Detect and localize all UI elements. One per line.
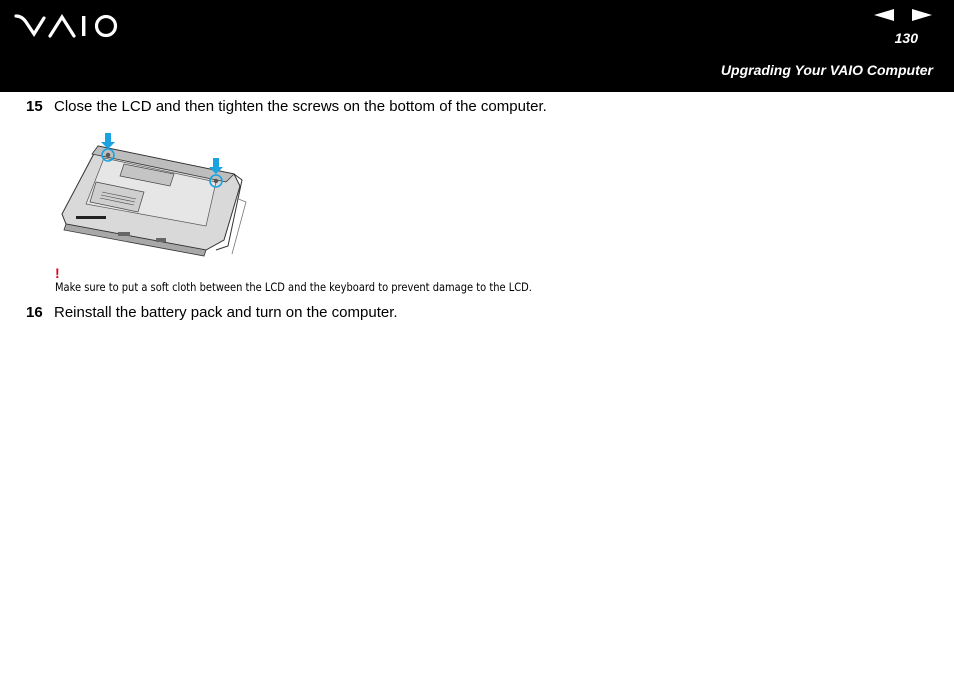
step-text: Close the LCD and then tighten the screws on the bottom of the computer. [54,98,547,115]
instruction-step [26,304,398,321]
page-number: 130 [894,30,918,46]
warning-icon: ! [55,265,60,281]
warning-text: Make sure to put a soft cloth between the LCD and the keyboard to prevent damage to the LCD. [55,280,532,294]
previous-page-icon[interactable] [872,8,896,22]
vaio-logo [14,12,122,45]
step-number: 16 [26,304,43,321]
page-header [0,0,954,92]
section-title: Upgrading Your VAIO Computer [720,62,933,78]
step-number: 15 [26,98,43,115]
next-page-icon[interactable] [910,8,934,22]
instruction-step [26,98,547,115]
laptop-bottom-illustration [56,128,256,263]
page-navigation [872,8,934,22]
step-text: Reinstall the battery pack and turn on the computer. [54,304,398,321]
